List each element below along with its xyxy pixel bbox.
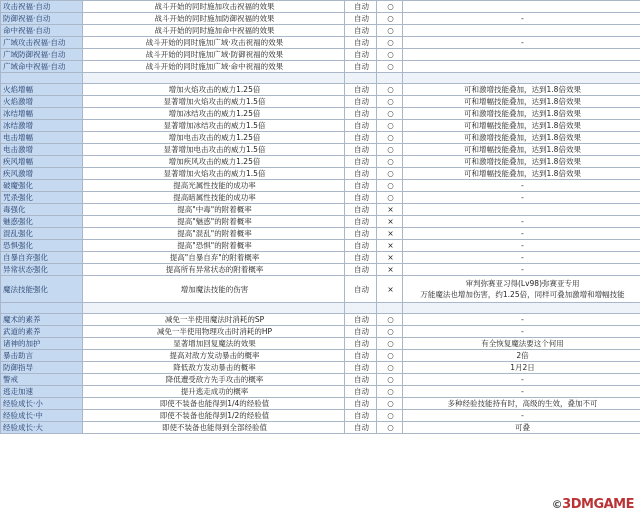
skill-name-cell: 经验成长·中	[1, 410, 83, 422]
skill-desc-cell: 显著增加电击攻击的威力1.5倍	[83, 144, 345, 156]
skill-note-cell: 可和增幅技能叠加，达到1.8倍效果	[403, 96, 640, 108]
skill-name-cell: 魅惑强化	[1, 216, 83, 228]
spacer-cell	[83, 73, 345, 84]
skill-name-cell: 魔术的素养	[1, 314, 83, 326]
skill-name-cell: 防御祝福·自动	[1, 13, 83, 25]
skill-note-cell: 可和增幅技能叠加，达到1.8倍效果	[403, 120, 640, 132]
skill-desc-cell: 即使不装备也能得到1/2的经验值	[83, 410, 345, 422]
table-row	[1, 386, 640, 398]
skill-flag-cell: ○	[377, 350, 403, 362]
skill-mode-cell: 自动	[345, 410, 377, 422]
skill-desc-cell: 提高所有异常状态的附着概率	[83, 264, 345, 276]
table-row	[1, 314, 640, 326]
skill-note-cell: -	[403, 228, 640, 240]
skill-flag-cell: ○	[377, 410, 403, 422]
skill-mode-cell: 自动	[345, 264, 377, 276]
skill-mode-cell: 自动	[345, 350, 377, 362]
skill-desc-cell: 增加冰结攻击的威力1.25倍	[83, 108, 345, 120]
table-row	[1, 108, 640, 120]
skill-note-cell: -	[403, 240, 640, 252]
skill-flag-cell: ×	[377, 240, 403, 252]
skill-desc-cell: 战斗开始的同时施加广域·攻击祝福的效果	[83, 37, 345, 49]
skill-mode-cell: 自动	[345, 108, 377, 120]
table-row	[1, 252, 640, 264]
skill-note-cell: 可和激增技能叠加，达到1.8倍效果	[403, 132, 640, 144]
skill-mode-cell: 自动	[345, 374, 377, 386]
spacer-cell	[83, 303, 345, 314]
table-row	[1, 350, 640, 362]
table-row	[1, 398, 640, 410]
skill-name-cell: 暴击助言	[1, 350, 83, 362]
skill-note-cell: 可和激增技能叠加，达到1.8倍效果	[403, 84, 640, 96]
spacer-row	[1, 73, 640, 84]
skill-flag-cell: ○	[377, 168, 403, 180]
skill-flag-cell: ×	[377, 252, 403, 264]
skill-mode-cell: 自动	[345, 132, 377, 144]
spacer-cell	[345, 303, 377, 314]
skill-note-cell	[403, 25, 640, 37]
skill-note-cell: -	[403, 326, 640, 338]
skill-note-cell: 1月2日	[403, 362, 640, 374]
table-row	[1, 132, 640, 144]
table-row	[1, 374, 640, 386]
skill-desc-cell: 提高对敌方发动暴击的概率	[83, 350, 345, 362]
skill-mode-cell: 自动	[345, 1, 377, 13]
skill-mode-cell: 自动	[345, 144, 377, 156]
skill-note-cell	[403, 49, 640, 61]
skill-note-cell: 可和增幅技能叠加，达到1.8倍效果	[403, 144, 640, 156]
skill-note-cell	[403, 61, 640, 73]
skill-desc-cell: 即使不装备也能得到1/4的经验值	[83, 398, 345, 410]
skill-desc-cell: 提高"混乱"的附着概率	[83, 228, 345, 240]
table-row	[1, 240, 640, 252]
table-row	[1, 61, 640, 73]
skill-note-cell: -	[403, 410, 640, 422]
skill-mode-cell: 自动	[345, 204, 377, 216]
skill-flag-cell: ×	[377, 276, 403, 303]
skill-name-cell: 经验成长·小	[1, 398, 83, 410]
skill-name-cell: 疾风增幅	[1, 156, 83, 168]
skill-desc-cell: 减免一半使用物理攻击时消耗的HP	[83, 326, 345, 338]
skill-desc-cell: 显著增加火焰攻击的威力1.5倍	[83, 168, 345, 180]
skill-flag-cell: ○	[377, 13, 403, 25]
skill-name-cell: 异常状态强化	[1, 264, 83, 276]
spacer-row	[1, 303, 640, 314]
skill-name-cell: 防御指导	[1, 362, 83, 374]
spacer-cell	[403, 303, 640, 314]
skill-desc-cell: 降低遭受敌方先手攻击的概率	[83, 374, 345, 386]
skill-desc-cell: 提高"自暴自弃"的附着概率	[83, 252, 345, 264]
skill-mode-cell: 自动	[345, 398, 377, 410]
skill-note-cell: 可和增幅技能叠加，达到1.8倍效果	[403, 168, 640, 180]
skill-mode-cell: 自动	[345, 326, 377, 338]
skill-note-cell: -	[403, 314, 640, 326]
skill-flag-cell: ○	[377, 84, 403, 96]
skill-note-cell: -	[403, 252, 640, 264]
skill-flag-cell: ○	[377, 192, 403, 204]
table-row	[1, 180, 640, 192]
skill-mode-cell: 自动	[345, 314, 377, 326]
skill-name-cell: 毒强化	[1, 204, 83, 216]
table-row	[1, 338, 640, 350]
skill-name-cell: 火焰增幅	[1, 84, 83, 96]
skill-desc-cell: 显著增加回复魔法的效果	[83, 338, 345, 350]
table-row	[1, 120, 640, 132]
skill-flag-cell: ○	[377, 1, 403, 13]
skill-mode-cell: 自动	[345, 96, 377, 108]
skill-name-cell: 广域命中祝福·自动	[1, 61, 83, 73]
skill-desc-cell: 提升逃走成功的概率	[83, 386, 345, 398]
skill-flag-cell: ○	[377, 314, 403, 326]
note-line: 审判弥赛亚习得(Lv98)弥赛亚专用	[465, 279, 580, 288]
table-row	[1, 96, 640, 108]
skill-mode-cell: 自动	[345, 84, 377, 96]
table-row	[1, 168, 640, 180]
skill-name-cell: 武道的素养	[1, 326, 83, 338]
skill-name-cell: 攻击祝福·自动	[1, 1, 83, 13]
skill-flag-cell: ○	[377, 25, 403, 37]
skill-name-cell: 恐惧强化	[1, 240, 83, 252]
skill-note-cell: -	[403, 192, 640, 204]
skill-name-cell: 电击激增	[1, 144, 83, 156]
watermark-logo	[552, 497, 634, 512]
skill-name-cell: 咒杀强化	[1, 192, 83, 204]
skill-mode-cell: 自动	[345, 338, 377, 350]
skill-desc-cell: 减免一半使用魔法时消耗的SP	[83, 314, 345, 326]
table-row	[1, 410, 640, 422]
skill-desc-cell: 增加火焰攻击的威力1.25倍	[83, 84, 345, 96]
table-row	[1, 1, 640, 13]
skill-note-cell: 多种经验技能持有时，高级的生效，叠加不可	[403, 398, 640, 410]
skill-desc-cell: 降低敌方发动暴击的概率	[83, 362, 345, 374]
skill-name-cell: 混乱强化	[1, 228, 83, 240]
table-row	[1, 84, 640, 96]
skill-mode-cell: 自动	[345, 13, 377, 25]
skill-flag-cell: ○	[377, 120, 403, 132]
skill-mode-cell: 自动	[345, 49, 377, 61]
skill-note-cell: -	[403, 37, 640, 49]
skill-flag-cell: ×	[377, 264, 403, 276]
skill-mode-cell: 自动	[345, 422, 377, 434]
spacer-cell	[377, 73, 403, 84]
skill-desc-cell: 显著增加火焰攻击的威力1.5倍	[83, 96, 345, 108]
skill-flag-cell: ×	[377, 216, 403, 228]
skill-note-cell: 可和激增技能叠加，达到1.8倍效果	[403, 156, 640, 168]
skill-note-cell: -	[403, 374, 640, 386]
skill-mode-cell: 自动	[345, 228, 377, 240]
table-row	[1, 156, 640, 168]
table-row	[1, 192, 640, 204]
skill-desc-cell: 即使不装备也能得到全部经验值	[83, 422, 345, 434]
table-row	[1, 13, 640, 25]
skill-mode-cell: 自动	[345, 61, 377, 73]
skill-mode-cell: 自动	[345, 276, 377, 303]
skill-note-cell: -	[403, 216, 640, 228]
skill-note-cell	[403, 1, 640, 13]
skill-name-cell: 诸神的加护	[1, 338, 83, 350]
table-row	[1, 422, 640, 434]
skill-mode-cell: 自动	[345, 120, 377, 132]
skill-desc-cell: 提高"恐惧"的附着概率	[83, 240, 345, 252]
table-row	[1, 204, 640, 216]
skill-note-cell: -	[403, 386, 640, 398]
skill-desc-cell: 增加电击攻击的威力1.25倍	[83, 132, 345, 144]
skill-note-cell	[403, 276, 640, 303]
skill-flag-cell: ○	[377, 180, 403, 192]
skill-name-cell: 破魔强化	[1, 180, 83, 192]
spacer-cell	[377, 303, 403, 314]
skill-flag-cell: ○	[377, 144, 403, 156]
skill-note-cell: 有全恢复魔法要这个何用	[403, 338, 640, 350]
skill-name-cell: 冰结激增	[1, 120, 83, 132]
skill-desc-cell: 提高光属性技能的成功率	[83, 180, 345, 192]
skill-flag-cell: ○	[377, 386, 403, 398]
skill-mode-cell: 自动	[345, 192, 377, 204]
skill-flag-cell: ○	[377, 132, 403, 144]
note-line: 万能魔法也增加伤害，约1.25倍，同样可叠加激增和增幅技能	[420, 290, 625, 299]
skill-name-cell: 经验成长·大	[1, 422, 83, 434]
table-row	[1, 362, 640, 374]
skill-name-cell: 火焰激增	[1, 96, 83, 108]
skill-flag-cell: ○	[377, 156, 403, 168]
skill-note-cell: -	[403, 180, 640, 192]
skill-mode-cell: 自动	[345, 168, 377, 180]
skill-flag-cell: ○	[377, 398, 403, 410]
skill-name-cell: 自暴自弃强化	[1, 252, 83, 264]
skill-desc-cell: 增加魔法技能的伤害	[83, 276, 345, 303]
table-row	[1, 216, 640, 228]
watermark-brand: 3DMGAME	[562, 497, 634, 512]
skill-flag-cell: ×	[377, 204, 403, 216]
skill-flag-cell: ○	[377, 96, 403, 108]
skill-table-body	[1, 1, 640, 434]
skill-flag-cell: ○	[377, 422, 403, 434]
table-row	[1, 37, 640, 49]
table-row	[1, 49, 640, 61]
skill-mode-cell: 自动	[345, 37, 377, 49]
skill-note-cell: 2倍	[403, 350, 640, 362]
skill-mode-cell: 自动	[345, 25, 377, 37]
skill-note-cell: 可和激增技能叠加，达到1.8倍效果	[403, 108, 640, 120]
copyright-mark: ©	[551, 498, 563, 511]
skill-mode-cell: 自动	[345, 240, 377, 252]
skill-flag-cell: ○	[377, 108, 403, 120]
skill-flag-cell: ○	[377, 49, 403, 61]
skill-mode-cell: 自动	[345, 180, 377, 192]
skill-flag-cell: ○	[377, 338, 403, 350]
skill-name-cell: 广域攻击祝福·自动	[1, 37, 83, 49]
table-row	[1, 326, 640, 338]
table-row	[1, 144, 640, 156]
skill-flag-cell: ○	[377, 362, 403, 374]
skill-flag-cell: ○	[377, 37, 403, 49]
skill-desc-cell: 战斗开始的同时施加广域·命中祝福的效果	[83, 61, 345, 73]
skill-mode-cell: 自动	[345, 386, 377, 398]
skill-name-cell: 命中祝福·自动	[1, 25, 83, 37]
skill-name-cell: 警戒	[1, 374, 83, 386]
skill-desc-cell: 增加疾风攻击的威力1.25倍	[83, 156, 345, 168]
skill-mode-cell: 自动	[345, 156, 377, 168]
skill-desc-cell: 战斗开始的同时施加攻击祝福的效果	[83, 1, 345, 13]
spacer-cell	[1, 303, 83, 314]
skill-mode-cell: 自动	[345, 216, 377, 228]
skill-note-cell: -	[403, 264, 640, 276]
skill-note-cell: 可叠	[403, 422, 640, 434]
spacer-cell	[1, 73, 83, 84]
skill-name-cell: 冰结增幅	[1, 108, 83, 120]
skill-flag-cell: ×	[377, 228, 403, 240]
skill-desc-cell: 提高暗属性技能的成功率	[83, 192, 345, 204]
skill-desc-cell: 显著增加冰结攻击的威力1.5倍	[83, 120, 345, 132]
spacer-cell	[403, 73, 640, 84]
skill-mode-cell: 自动	[345, 362, 377, 374]
table-row	[1, 264, 640, 276]
skill-name-cell: 逃走加速	[1, 386, 83, 398]
skill-name-cell: 魔法技能强化	[1, 276, 83, 303]
skill-name-cell: 电击增幅	[1, 132, 83, 144]
skill-desc-cell: 提高"中毒"的附着概率	[83, 204, 345, 216]
skill-mode-cell: 自动	[345, 252, 377, 264]
skill-desc-cell: 战斗开始的同时施加防御祝福的效果	[83, 13, 345, 25]
skill-desc-cell: 提高"魅惑"的附着概率	[83, 216, 345, 228]
skill-name-cell: 广域防御祝福·自动	[1, 49, 83, 61]
table-row	[1, 276, 640, 303]
spacer-cell	[345, 73, 377, 84]
skill-note-cell: -	[403, 13, 640, 25]
table-row	[1, 25, 640, 37]
table-row	[1, 228, 640, 240]
skill-desc-cell: 战斗开始的同时施加广域·防御祝福的效果	[83, 49, 345, 61]
skill-flag-cell: ○	[377, 374, 403, 386]
skill-flag-cell: ○	[377, 326, 403, 338]
skill-desc-cell: 战斗开始的同时施加命中祝福的效果	[83, 25, 345, 37]
skill-name-cell: 疾风激增	[1, 168, 83, 180]
skill-flag-cell: ○	[377, 61, 403, 73]
skill-note-cell	[403, 204, 640, 216]
